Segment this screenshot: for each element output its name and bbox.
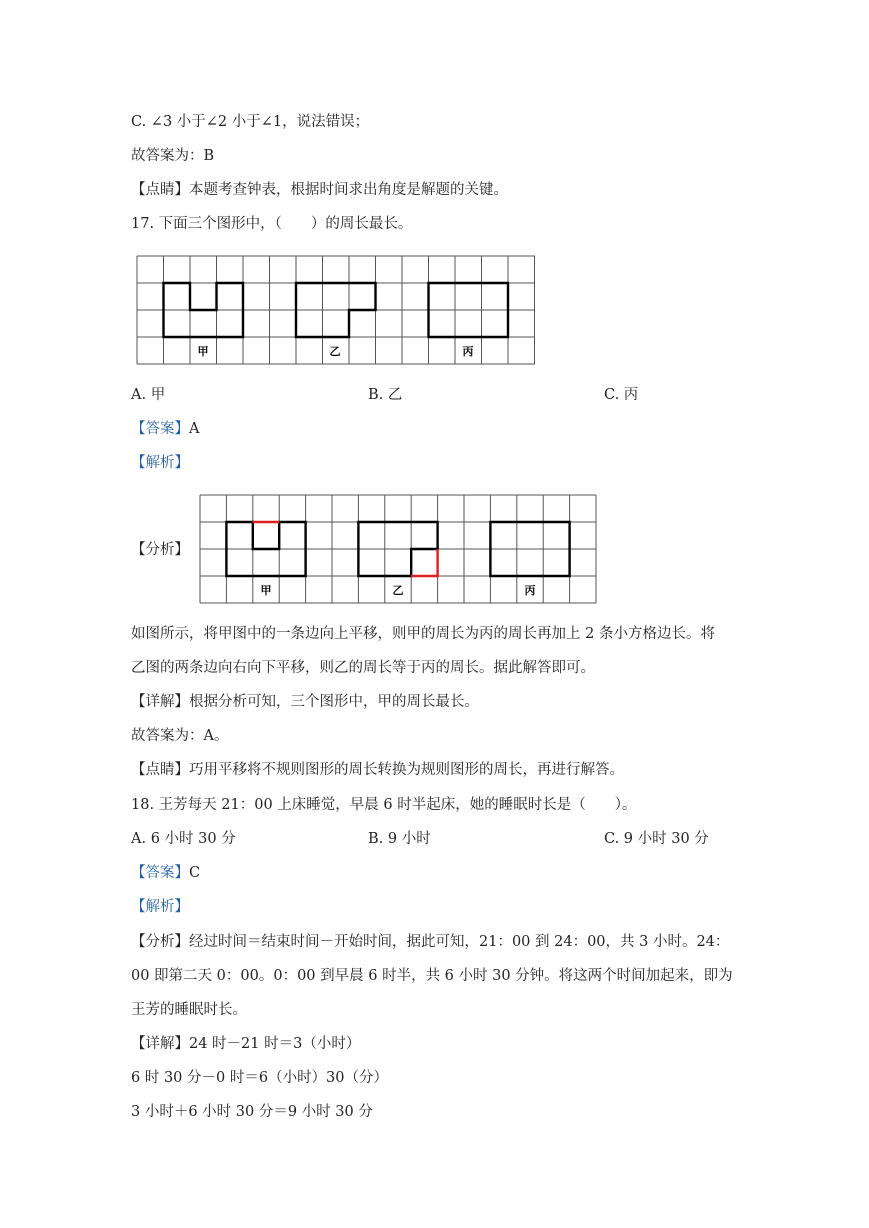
fenxi-tag: 【分析】 [131, 934, 189, 950]
detail-tag: 【详解】 [131, 694, 189, 710]
answer-value: C [189, 865, 201, 881]
label-jia: 甲 [197, 345, 209, 358]
q17-analysis-line-2: 乙图的两条边向右向下平移，则乙的周长等于丙的周长。据此解答即可。 [131, 660, 595, 676]
analysis-label-bing: 丙 [524, 584, 536, 597]
q18-fenxi-line-3: 王芳的睡眠时长。 [131, 1002, 247, 1018]
prev-tip [131, 180, 508, 200]
answer-tag: 【答案】 [131, 421, 189, 437]
question-18: 18. 王芳每天 21：00 上床睡觉，早晨 6 时半起床，她的睡眠时长是（ ）。 [131, 797, 637, 813]
q18-detail-line-2: 6 时 30 分－0 时＝6（小时）30（分） [131, 1070, 389, 1086]
q18-fenxi-line-1 [131, 932, 729, 952]
q17-final-answer: 故答案为：A。 [131, 728, 229, 744]
prev-option-c: C. ∠3 小于∠2 小于∠1，说法错误； [131, 114, 370, 130]
q17-option-c: C. 丙 [604, 387, 639, 403]
question-17: 17. 下面三个图形中，（ ）的周长最长。 [131, 216, 413, 232]
q18-option-c: C. 9 小时 30 分 [604, 831, 709, 847]
tip-tag: 【点睛】 [131, 762, 189, 778]
q18-option-a: A. 6 小时 30 分 [131, 831, 236, 847]
q18-fenxi-line-2: 00 即第二天 0：00。0：00 到早晨 6 时半，共 6 小时 30 分钟。将这两个时间加起来，即为 [131, 968, 733, 984]
q17-jiexi-tag: 【解析】 [131, 455, 189, 471]
q18-answer [131, 863, 200, 883]
label-bing: 丙 [462, 345, 474, 358]
answer-tag: 【答案】 [131, 865, 189, 881]
q17-analysis-figure [200, 495, 600, 605]
analysis-label-jia: 甲 [260, 584, 272, 597]
tip-text: 巧用平移将不规则图形的周长转换为规则图形的周长，再进行解答。 [189, 762, 624, 778]
yi-shifted-edges [411, 549, 437, 576]
q17-answer [131, 419, 199, 439]
answer-value: A [189, 421, 200, 437]
detail-text: 根据分析可知，三个图形中，甲的周长最长。 [189, 694, 479, 710]
fenxi-text: 经过时间＝结束时间－开始时间，据此可知，21：00 到 24：00，共 3 小时。24： [189, 934, 730, 950]
tip-tag: 【点睛】 [131, 182, 189, 198]
detail-text: 24 时－21 时＝3（小时） [189, 1036, 361, 1052]
q18-detail-line-1 [131, 1034, 360, 1054]
q17-option-a: A. 甲 [131, 387, 166, 403]
analysis-label-yi: 乙 [392, 584, 404, 597]
q17-detail [131, 692, 479, 712]
q17-fenxi-tag: 【分析】 [131, 542, 189, 558]
q18-jiexi-tag: 【解析】 [131, 899, 189, 915]
prev-answer: 故答案为：B [131, 148, 215, 164]
tip-text: 本题考查钟表，根据时间求出角度是解题的关键。 [189, 182, 508, 198]
q17-option-b: B. 乙 [368, 387, 403, 403]
q18-detail-line-3: 3 小时＋6 小时 30 分＝9 小时 30 分 [131, 1104, 373, 1120]
q17-analysis-line-1: 如图所示，将甲图中的一条边向上平移，则甲的周长为丙的周长再加上 2 条小方格边长。将 [131, 626, 715, 642]
q17-grid-figure [137, 256, 537, 366]
detail-tag: 【详解】 [131, 1036, 189, 1052]
q17-tip [131, 760, 624, 780]
q18-option-b: B. 9 小时 [368, 831, 431, 847]
label-yi: 乙 [329, 345, 341, 358]
